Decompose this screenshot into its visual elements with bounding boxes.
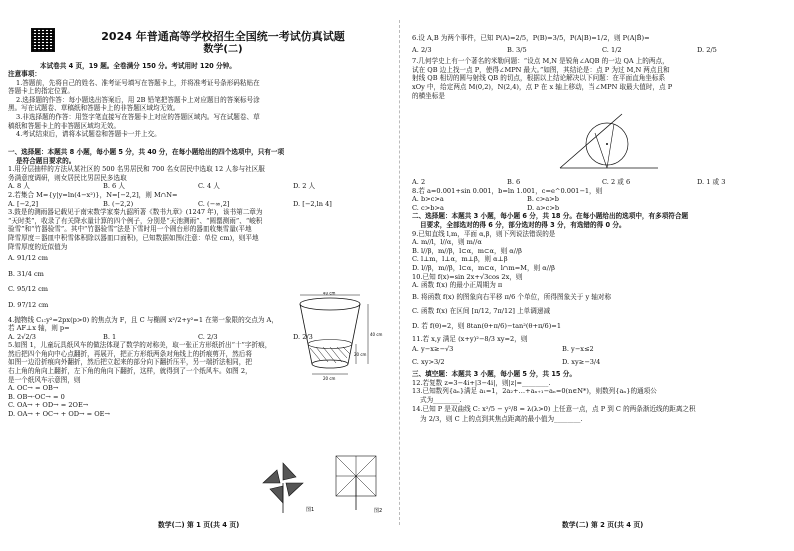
- option: D. xy≥−3/4: [562, 357, 601, 366]
- option: D. 若 f(θ)=2，则 8tan(θ+π/6)−tan²(θ+π/6)=1: [412, 321, 562, 330]
- option: A. 2√2/3: [8, 332, 36, 341]
- question-line: “天时类”，收录了有关降水量计算的四个例子，分别是“天池测雨”、“圆罂测雨”、“峻积: [8, 216, 263, 225]
- miller-figure: [552, 110, 662, 176]
- note-line: 4.考试结束后，请将本试题卷和答题卡一并上交。: [16, 130, 161, 139]
- bucket-figure: [290, 292, 386, 382]
- option: C. 2/3: [198, 332, 218, 341]
- question-line: 13.已知数列{aₙ}满足 a₁=1，2a₂+…+aₙ₊₁−aₙ=0(n∈N*)，则数列{aₙ}的通项公: [412, 387, 657, 396]
- option: C. c>b>a: [412, 203, 444, 212]
- option: B. l//β，m//β，l⊂α，m⊂α，则 α//β: [412, 246, 522, 255]
- exam-info: 本试卷共 4 页，19 题。全卷满分 150 分。考试用时 120 分钟。: [40, 62, 236, 70]
- question-line: 12.若复数 z=3−4i+|3−4i|，则|z|=________.: [412, 378, 551, 387]
- figure-caption: 图2: [374, 508, 383, 514]
- note-line: 黑。写在试题卷、草稿纸和答题卡上的非答题区域均无效。: [8, 104, 180, 113]
- q6-options: [412, 46, 792, 55]
- option: B. OB→·OC→ = 0: [8, 392, 65, 401]
- option: C. OA→ + OD→ = 2OE→: [8, 401, 89, 410]
- q2-options: [8, 200, 388, 209]
- question-line: 若 AF⊥x 轴，则 p=: [8, 324, 70, 333]
- question-line: 5.如图 1，儿童玩具纸风车的做法体现了数学的对称美，取一张正方形纸折出“十”字折痕，: [8, 341, 272, 350]
- q11-options: [412, 358, 712, 367]
- option: A. OC→ = OB→: [8, 384, 59, 393]
- notes-block: [8, 70, 388, 139]
- question-line: 如图一边沿折痕向外翻折，然后把立起来的部分向下翻折压平，另一端折法相同，把: [8, 358, 252, 367]
- option: B. 3/5: [507, 45, 527, 54]
- section-heading: 是符合题目要求的。: [16, 156, 76, 165]
- section-heading: 目要求，全部选对的得 6 分，部分选对的得 3 分，有选错的得 0 分。: [420, 220, 626, 229]
- section-heading: 三、填空题：本题共 3 小题，每小题 5 分，共 15 分。: [412, 370, 576, 379]
- question-line: 降雪厚度的近似值为: [8, 242, 68, 251]
- question-line: 的横坐标是: [412, 91, 445, 100]
- option: D. l//β，m//β，l⊂α，m⊂α，l∩m=M，则 α//β: [412, 263, 555, 272]
- footer-page-1: 数学(二) 第 1 页(共 4 页): [158, 521, 240, 529]
- option: C. l⊥m，l⊥α，m⊥β，则 α⊥β: [412, 255, 508, 264]
- note-line: 3.非选择题的作答：用签字笔直接写在答题卡上对应的答题区域内。写在试题卷、草: [16, 112, 260, 121]
- q7-options: [412, 178, 792, 187]
- question-line: 右上角的角向上翻折，左下角的角向下翻折，这样，就得到了一个纸风车。如图 2，: [8, 367, 252, 376]
- exam-title: 2024 年普通高等学校招生全国统一考试仿真试题: [101, 30, 345, 43]
- question-line: 射线 QB 相切的圆与射线 QB 的切点，根据以上结论解决以下问题：在平面直角坐标系: [412, 74, 666, 83]
- note-line: 答题卡上的指定位置。: [8, 87, 74, 96]
- section-heading: 一、选择题：本题共 8 小题，每小题 5 分，共 40 分，在每小题给出的四个选项中，只有一项: [8, 148, 285, 156]
- option: B. (−2,2): [103, 199, 134, 208]
- note-line: 稿纸和答题卡上的非答题区域均无效。: [8, 121, 121, 130]
- option: A. b>c>a: [412, 195, 444, 204]
- q3-options: [8, 254, 208, 309]
- option: A. [−2,2]: [8, 199, 39, 208]
- option: A. 2: [412, 178, 426, 186]
- dim-label: 20 cm: [354, 352, 367, 357]
- option: B. 1: [103, 332, 117, 341]
- q5-options: [8, 384, 228, 418]
- question-line: 9.已知直线 l,m，平面 α,β，则下列说法错误的是: [412, 229, 556, 238]
- right-questions: [412, 34, 792, 100]
- option: D. OA→ + OC→ + OD→ = OE→: [8, 410, 111, 419]
- q8-options: [412, 195, 642, 204]
- option: A. 91/12 cm: [8, 254, 48, 263]
- question-line: 14.已知 P 是双曲线 C: x²/5 − y²/8 = λ(λ>0) 上任意一点，点 P 到 C 的两条渐近线的距离之积: [412, 404, 696, 413]
- figure-caption: 图1: [306, 507, 315, 513]
- dim-label: 40 cm: [370, 332, 383, 337]
- question-line: 是一个纸风车示意图，则: [8, 375, 81, 384]
- question-line: 7.几何学史上有一个著名的米勒问题：“设点 M,N 是锐角∠AQB 的一边 QA 上的两点，: [412, 57, 669, 66]
- option: D. 2/5: [697, 45, 717, 54]
- exam-subtitle: 数学(二): [203, 44, 243, 55]
- option: C. 函数 f(x) 在区间 [π/12, 7π/12] 上单调递减: [412, 307, 551, 316]
- question-line: 2.若集合 M={y|y=ln(4−x²)}，N=[−2,2]，则 M∩N=: [8, 190, 178, 199]
- pinwheel-figure-2: [326, 448, 388, 516]
- question-line: 1.用分层抽样的方法从某社区的 500 名男居民和 700 名女居民中选取 12 人参与社区服: [8, 165, 265, 174]
- option: A. y−x≥−√3: [412, 345, 454, 354]
- option: D. 97/12 cm: [8, 300, 49, 309]
- option: A. 8 人: [8, 182, 30, 191]
- option: B. c>a>b: [527, 195, 559, 204]
- pinwheel-figure-1: [248, 455, 318, 515]
- q1-options: [8, 182, 388, 191]
- question-line: xOy 中，给定两点 M(0,2)，N(2,4)，点 P 在 x 轴上移动，当∠MPN 取最大值时，点 P: [412, 82, 673, 91]
- note-line: 2.选择题的作答：每小题选出答案后，用 2B 铅笔把答题卡上对应题目的答案标号涂: [16, 95, 260, 104]
- section-heading: 二、选择题：本题共 3 小题，每小题 6 分，共 18 分。在每小题给出的选项中，有多项符合题: [412, 212, 689, 221]
- option: A. 函数 f(x) 的最小正周期为 π: [412, 281, 503, 290]
- option: C. (−∞,2]: [198, 199, 230, 208]
- question-line: 8.若 a=0.001+sin 0.001，b=ln 1.001，c=e^0.001−1，则: [412, 186, 603, 195]
- option: A. m//l，l//α，则 m//α: [412, 238, 482, 247]
- question-line: 式为________.: [420, 396, 462, 405]
- option: B. 31/4 cm: [8, 269, 44, 278]
- right-column: [412, 0, 792, 551]
- option: D. a>c>b: [527, 203, 560, 212]
- q11-options: [412, 345, 712, 354]
- question-line: 4.抛物线 C₁:y²=2px(p>0) 的焦点为 F，且 C 与椭圆 x²/2+y²=1 在第一象限的交点为 A，: [8, 315, 278, 324]
- option: D. 1 或 3: [697, 178, 726, 186]
- note-line: 1.答题前，先将自己的姓名、准考证号填写在答题卡上，并将准考证号条形码粘贴在: [16, 78, 260, 87]
- dim-label: 40 cm: [323, 292, 336, 296]
- question-line: 6.设 A,B 为两个事件，已知 P(A)=2/5，P(B)=3/5，P(A|B)=1/2，则 P(A|B̄)=: [412, 34, 650, 42]
- option: D. 2 人: [293, 182, 316, 191]
- option: C. 2 或 6: [602, 178, 631, 186]
- dim-label: 20 cm: [323, 376, 336, 381]
- option: C. 95/12 cm: [8, 285, 49, 294]
- question-line: 10.已知 f(x)=sin 2x+√3cos 2x，则: [412, 272, 523, 281]
- question-line: 3.鼓是的测雨器记载见于南宋数学家秦九韶所著《数书九章》(1247 年)，该书第二章为: [8, 208, 263, 217]
- question-line: 降雪厚度＝器皿中积雪体积除以器皿口面积)，已知数据如图(注意：单位 cm)，则平地: [8, 233, 259, 242]
- left-column: [8, 0, 388, 551]
- footer-page-2: 数学(二) 第 2 页(共 4 页): [562, 521, 644, 529]
- option: B. 将函数 f(x) 的图象向右平移 π/6 个单位，所得图象关于 y 轴对称: [412, 292, 612, 301]
- question-line: 然后把四个角向中心点翻折，再展开，把正方形纸两条对角线上的折痕剪开，然后将: [8, 349, 252, 358]
- question-line: 11.若 x,y 满足 (x+y)²−8/3 xy=2，则: [412, 334, 528, 343]
- option: B. 6 人: [103, 182, 125, 191]
- notes-heading: 注意事项：: [8, 70, 41, 78]
- option: B. y−x≤2: [562, 345, 594, 354]
- option: A. 2/3: [412, 45, 432, 54]
- option: D. [−2,ln 4]: [293, 199, 332, 208]
- right-questions-2: [412, 178, 792, 424]
- question-line: 试在 QB 边上找一点 P，使得∠MPN 最大。”如图，其结论是：点 P 为过 M,N 两点且和: [412, 65, 670, 74]
- column-divider: [399, 20, 400, 525]
- option: B. 6: [507, 178, 521, 186]
- question-line: 务满意度调研，则女居民比男居民多选取: [8, 173, 127, 182]
- option: C. 4 人: [198, 182, 220, 191]
- option: C. 1/2: [602, 45, 622, 54]
- option: C. xy>3/2: [412, 357, 445, 366]
- option: D. 2/3: [293, 332, 313, 341]
- question-line: 验雪”和“竹器验雪”。其中“竹器验雪”法是下雪时用一个圆台形的器皿收集雪量(平地: [8, 225, 252, 234]
- question-line: 为 2/3，则 C 上的点到其焦点距离的最小值为________.: [420, 415, 583, 424]
